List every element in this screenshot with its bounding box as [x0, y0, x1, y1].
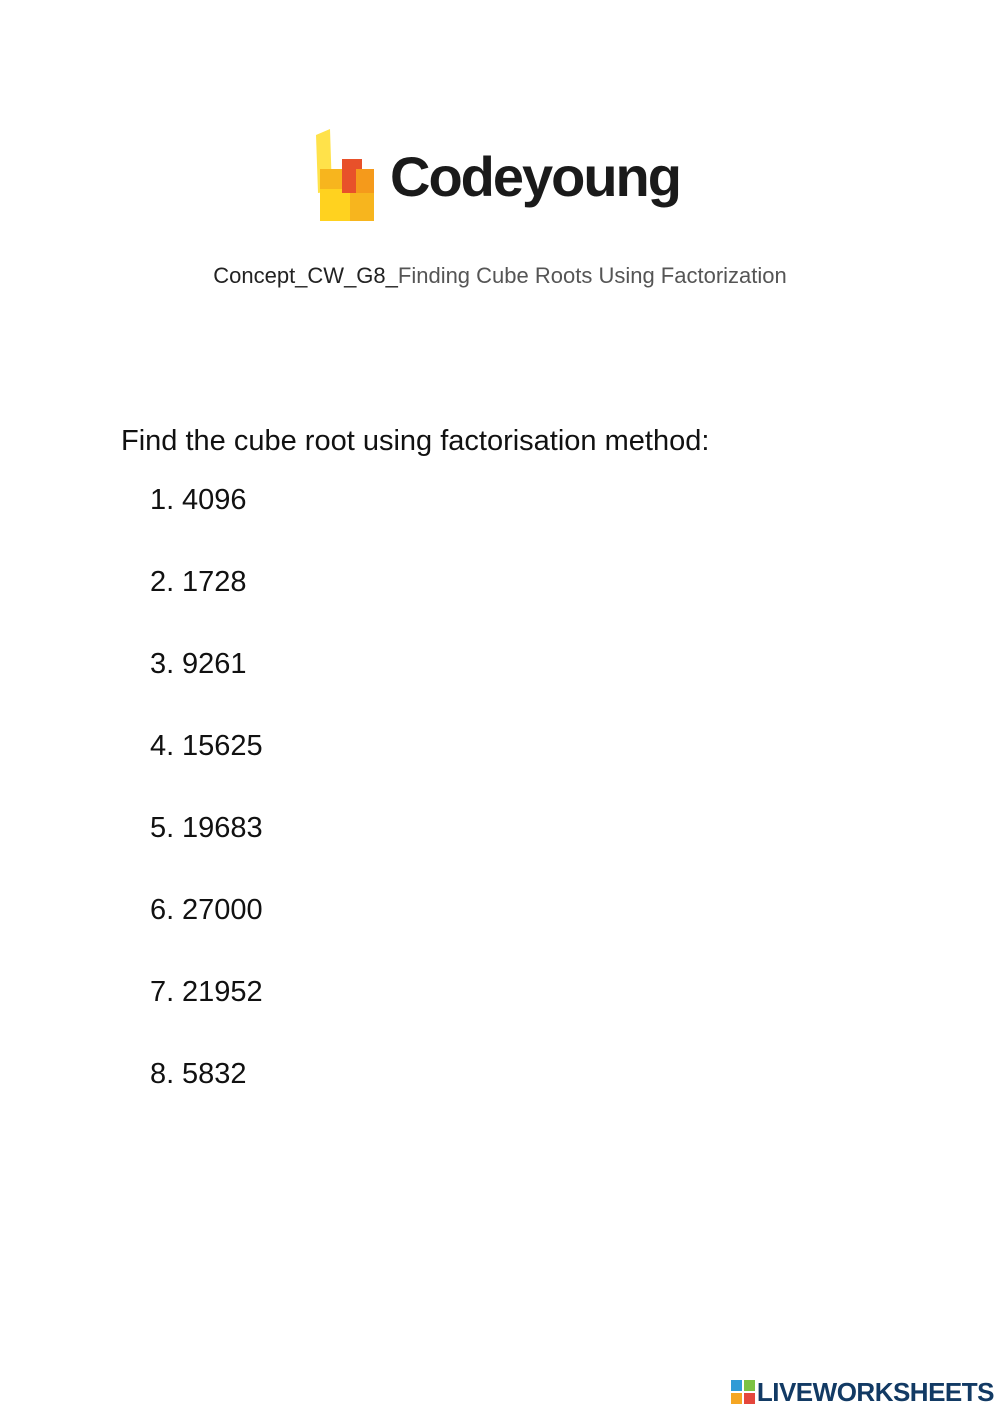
watermark-text: LIVEWORKSHEETS: [756, 1377, 994, 1407]
problem-item: [150, 482, 263, 564]
question-instruction: Find the cube root using factorisation method:: [121, 425, 710, 457]
liveworksheets-watermark: [731, 1377, 994, 1407]
problem-item: [150, 974, 263, 1056]
problem-number: 2.: [150, 566, 175, 598]
problem-number: 1.: [150, 484, 175, 516]
problem-value: 9261: [182, 648, 247, 680]
problem-number: 6.: [150, 894, 175, 926]
problem-value: 15625: [182, 730, 263, 762]
problem-number: 4.: [150, 730, 175, 762]
codeyoung-logo: [312, 127, 680, 227]
problem-item: [150, 892, 263, 974]
problem-value: 27000: [182, 894, 263, 926]
problem-item: [150, 728, 263, 810]
worksheet-subtitle: [0, 262, 1000, 290]
problem-item: [150, 564, 263, 646]
liveworksheets-logo-icon: [731, 1380, 755, 1404]
subtitle-topic: Finding Cube Roots Using Factorization: [397, 263, 787, 288]
problem-list: [150, 482, 263, 1138]
problem-item: [150, 810, 263, 892]
codeyoung-logo-icon: [312, 129, 378, 225]
problem-item: [150, 1056, 263, 1138]
logo-wordmark: Codeyoung: [390, 145, 680, 208]
problem-value: 5832: [182, 1058, 247, 1090]
problem-number: 3.: [150, 648, 175, 680]
problem-number: 8.: [150, 1058, 175, 1090]
problem-number: 5.: [150, 812, 175, 844]
problem-value: 21952: [182, 976, 263, 1008]
problem-value: 19683: [182, 812, 263, 844]
subtitle-code: Concept_CW_G8_: [213, 263, 398, 288]
problem-value: 1728: [182, 566, 247, 598]
problem-item: [150, 646, 263, 728]
problem-value: 4096: [182, 484, 247, 516]
problem-number: 7.: [150, 976, 175, 1008]
